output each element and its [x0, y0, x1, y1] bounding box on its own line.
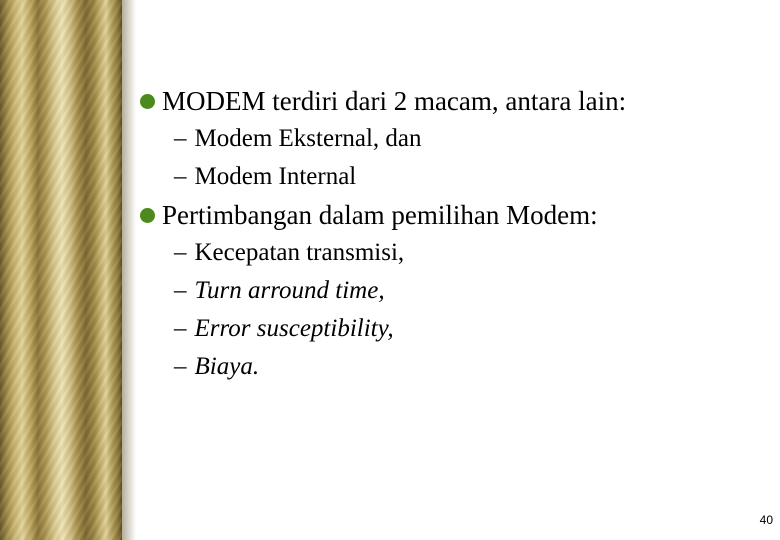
sub-item-text: Biaya. — [194, 353, 260, 380]
sub-item-text: Kecepatan transmisi, — [194, 239, 405, 266]
dash-marker: – — [174, 315, 187, 342]
decorative-pillar-border — [0, 0, 122, 540]
bullet-dot-icon — [140, 94, 155, 109]
dash-marker: – — [174, 353, 187, 380]
dash-marker: – — [174, 239, 187, 266]
sub-item — [140, 158, 760, 196]
sub-item-text: Turn arround time, — [194, 277, 385, 304]
sub-item — [140, 348, 760, 386]
sub-item — [140, 272, 760, 310]
sub-item — [140, 310, 760, 348]
dash-marker: – — [174, 125, 187, 152]
bullet-dot-icon — [140, 208, 155, 223]
sub-item-text: Modem Eksternal, dan — [194, 125, 422, 152]
sub-item — [140, 120, 760, 158]
bullet-text: MODEM terdiri dari 2 macam, antara lain: — [162, 86, 627, 116]
sub-item — [140, 234, 760, 272]
page-number: 40 — [759, 513, 773, 527]
sub-item-text: Error susceptibility, — [194, 315, 394, 342]
bullet-text: Pertimbangan dalam pemilihan Modem: — [162, 200, 598, 230]
dash-marker: – — [174, 277, 187, 304]
bullet-item — [140, 82, 760, 120]
bullet-item — [140, 196, 760, 234]
sub-item-text: Modem Internal — [194, 163, 357, 190]
slide-content — [140, 82, 760, 386]
dash-marker: – — [174, 163, 187, 190]
pillar-shadow — [122, 0, 136, 540]
